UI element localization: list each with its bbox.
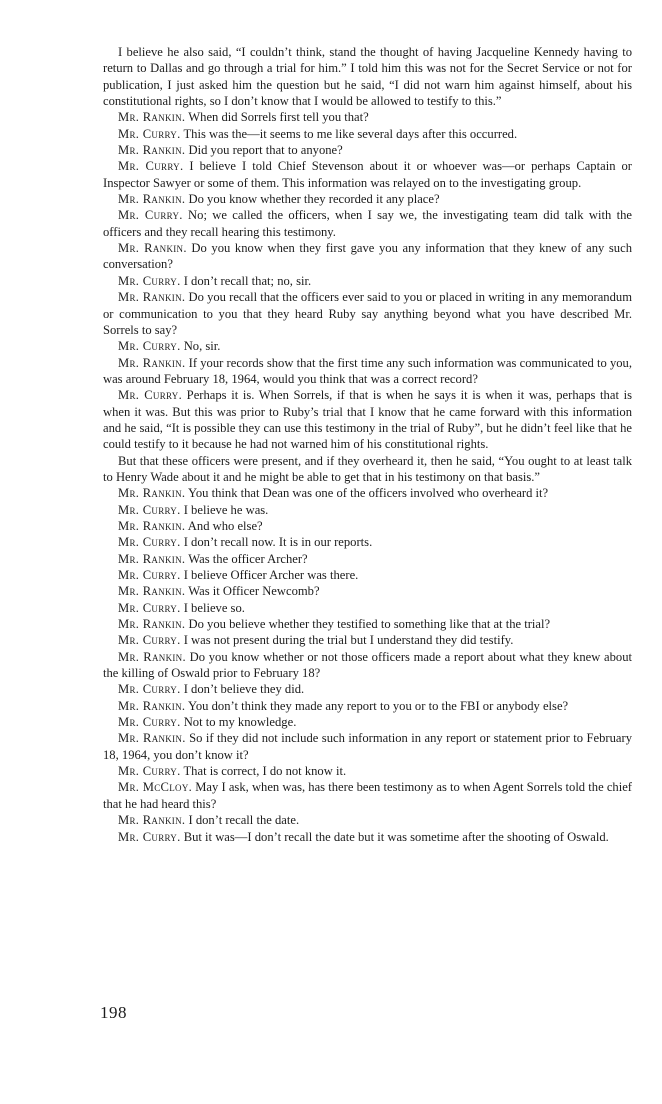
utterance-text: When did Sorrels first tell you that? [185, 110, 369, 125]
transcript-paragraph [103, 698, 632, 714]
speaker-label: Mr. Rankin. [118, 355, 186, 370]
transcript-paragraph [103, 240, 632, 273]
speaker-label: Mr. Curry. [118, 682, 181, 697]
speaker-label: Mr. Curry. [118, 715, 181, 730]
utterance-text: Do you believe whether they testified to something like that at the trial? [185, 617, 551, 632]
utterance-text: I was not present during the trial but I understand they did testify. [180, 633, 514, 648]
utterance-text: I believe so. [180, 600, 245, 615]
transcript-paragraph [103, 600, 632, 616]
transcript-paragraph [103, 534, 632, 550]
transcript-body [103, 44, 632, 845]
utterance-text: I believe he also said, “I couldn’t think, stand the thought of having Jacqueline Kennedy having to return to Dallas and go through a trial for him.” I told him this was not for the Secret Service or not for publication, I just asked him the question but he said, “I did not warn him against himself, about his constitutional rights, so I don’t know that I would be allowed to testify to this.” [103, 45, 632, 109]
speaker-label: Mr. Curry. [118, 159, 184, 174]
speaker-label: Mr. Rankin. [118, 813, 186, 828]
speaker-label: Mr. Curry. [118, 502, 181, 517]
page-number: 198 [100, 1003, 127, 1022]
transcript-paragraph [103, 355, 632, 388]
utterance-text: Not to my knowledge. [180, 715, 297, 730]
transcript-paragraph [103, 583, 632, 599]
speaker-label: Mr. Curry. [118, 126, 181, 141]
utterance-text: I don’t recall that; no, sir. [180, 273, 312, 288]
transcript-paragraph [103, 649, 632, 682]
utterance-text: But that these officers were present, and if they overheard it, then he said, “You ought to at least talk to Henry Wade about it and he might be able to get that in his testimony on that basis.” [103, 453, 632, 484]
utterance-text: No, sir. [180, 339, 221, 354]
speaker-label: Mr. Curry. [118, 208, 183, 223]
transcript-paragraph [103, 829, 632, 845]
utterance-text: But it was—I don’t recall the date but it was sometime after the shooting of Oswald. [180, 829, 609, 844]
transcript-paragraph [103, 207, 632, 240]
utterance-text: Was it Officer Newcomb? [185, 584, 320, 599]
speaker-label: Mr. Curry. [118, 339, 181, 354]
transcript-paragraph [103, 779, 632, 812]
speaker-label: Mr. Curry. [118, 388, 183, 403]
speaker-label: Mr. Curry. [118, 633, 181, 648]
utterance-text: No; we called the officers, when I say we, the investigating team did talk with the officers and they recall hearing this testimony. [103, 208, 632, 239]
transcript-paragraph [103, 518, 632, 534]
speaker-label: Mr. Rankin. [118, 518, 186, 533]
transcript-paragraph [103, 551, 632, 567]
transcript-paragraph [103, 681, 632, 697]
utterance-text: I don’t recall the date. [185, 813, 300, 828]
speaker-label: Mr. Curry. [118, 535, 181, 550]
transcript-paragraph [103, 714, 632, 730]
utterance-text: Do you know whether they recorded it any place? [185, 192, 440, 207]
utterance-text: So if they did not include such information in any report or statement prior to February 18, 1964, you don’t know it? [103, 731, 632, 762]
transcript-paragraph [103, 453, 632, 486]
transcript-paragraph [103, 502, 632, 518]
transcript-paragraph [103, 109, 632, 125]
speaker-label: Mr. Rankin. [118, 584, 186, 599]
speaker-label: Mr. Curry. [118, 568, 181, 582]
utterance-text: Did you report that to anyone? [185, 143, 343, 158]
transcript-paragraph [103, 126, 632, 142]
speaker-label: Mr. Rankin. [118, 192, 186, 207]
speaker-label: Mr. Rankin. [118, 649, 186, 664]
utterance-text: May I ask, when was, has there been testimony as to when Agent Sorrels told the chief that he had heard this? [103, 780, 632, 811]
utterance-text: I don’t believe they did. [180, 682, 305, 697]
speaker-label: Mr. Curry. [118, 829, 181, 844]
transcript-paragraph [103, 763, 632, 779]
utterance-text: Do you know when they first gave you any information that they knew of any such conversation? [103, 241, 632, 272]
transcript-paragraph [103, 289, 632, 338]
utterance-text: Do you recall that the officers ever said to you or placed in writing in any memorandum or communication to you that they heard Ruby say anything beyond what you have described Mr. Sorrels to say? [103, 290, 632, 337]
utterance-text: I believe he was. [180, 502, 269, 517]
utterance-text: Perhaps it is. When Sorrels, if that is when he says it is when it was, perhaps that is when it was. But this was prior to Ruby’s trial that I know that he came forward with this information and he said, “It is possible they can use this testimony in the trial of Ruby”, but he didn’t feel like that he could testify to it because he had not warned him of his constitutional rights. [103, 388, 632, 452]
utterance-text: That is correct, I do not know it. [180, 764, 347, 779]
transcript-paragraph [103, 158, 632, 191]
transcript-paragraph [103, 616, 632, 632]
transcript-paragraph [103, 44, 632, 109]
speaker-label: Mr. Rankin. [118, 110, 186, 125]
speaker-label: Mr. Rankin. [118, 731, 186, 746]
speaker-label: Mr. Curry. [118, 764, 181, 779]
speaker-label: Mr. Rankin. [118, 241, 187, 256]
utterance-text: I don’t recall now. It is in our reports. [180, 535, 373, 550]
transcript-paragraph [103, 191, 632, 207]
transcript-paragraph [103, 730, 632, 763]
utterance-text: Was the officer Archer? [185, 551, 308, 566]
speaker-label: Mr. Rankin. [118, 290, 186, 305]
utterance-text: I believe I told Chief Stevenson about it or whoever was—or perhaps Captain or Inspector Sawyer or some of them. This information was relayed on to the investigating group. [103, 159, 632, 190]
speaker-label: Mr. Rankin. [118, 698, 186, 713]
speaker-label: Mr. Rankin. [118, 551, 186, 566]
transcript-paragraph [103, 812, 632, 828]
utterance-text: Do you know whether or not those officers made a report about what they knew about the killing of Oswald prior to February 18? [103, 649, 633, 681]
speaker-label: Mr. Rankin. [118, 143, 186, 158]
utterance-text: And who else? [185, 518, 263, 533]
speaker-label: Mr. Curry. [118, 273, 181, 288]
speaker-label: Mr. Rankin. [118, 486, 186, 501]
utterance-text: You think that Dean was one of the officers involved who overheard it? [185, 486, 549, 501]
transcript-paragraph [103, 485, 632, 501]
utterance-text: You don’t think they made any report to you or to the FBI or anybody else? [185, 698, 569, 713]
transcript-paragraph [103, 338, 632, 354]
transcript-paragraph [103, 567, 632, 583]
speaker-label: Mr. Rankin. [118, 617, 186, 632]
utterance-text: This was the—it seems to me like several days after this occurred. [180, 126, 518, 141]
transcript-paragraph [103, 387, 632, 452]
transcript-paragraph [103, 142, 632, 158]
transcript-paragraph [103, 273, 632, 289]
utterance-text: If your records show that the first time any such information was communicated to you, was around February 18, 1964, would you think that was a correct record? [103, 355, 633, 386]
utterance-text: I believe Officer Archer was there. [180, 568, 359, 582]
transcript-paragraph [103, 632, 632, 648]
speaker-label: Mr. Curry. [118, 600, 181, 615]
speaker-label: Mr. McCloy. [118, 780, 193, 795]
